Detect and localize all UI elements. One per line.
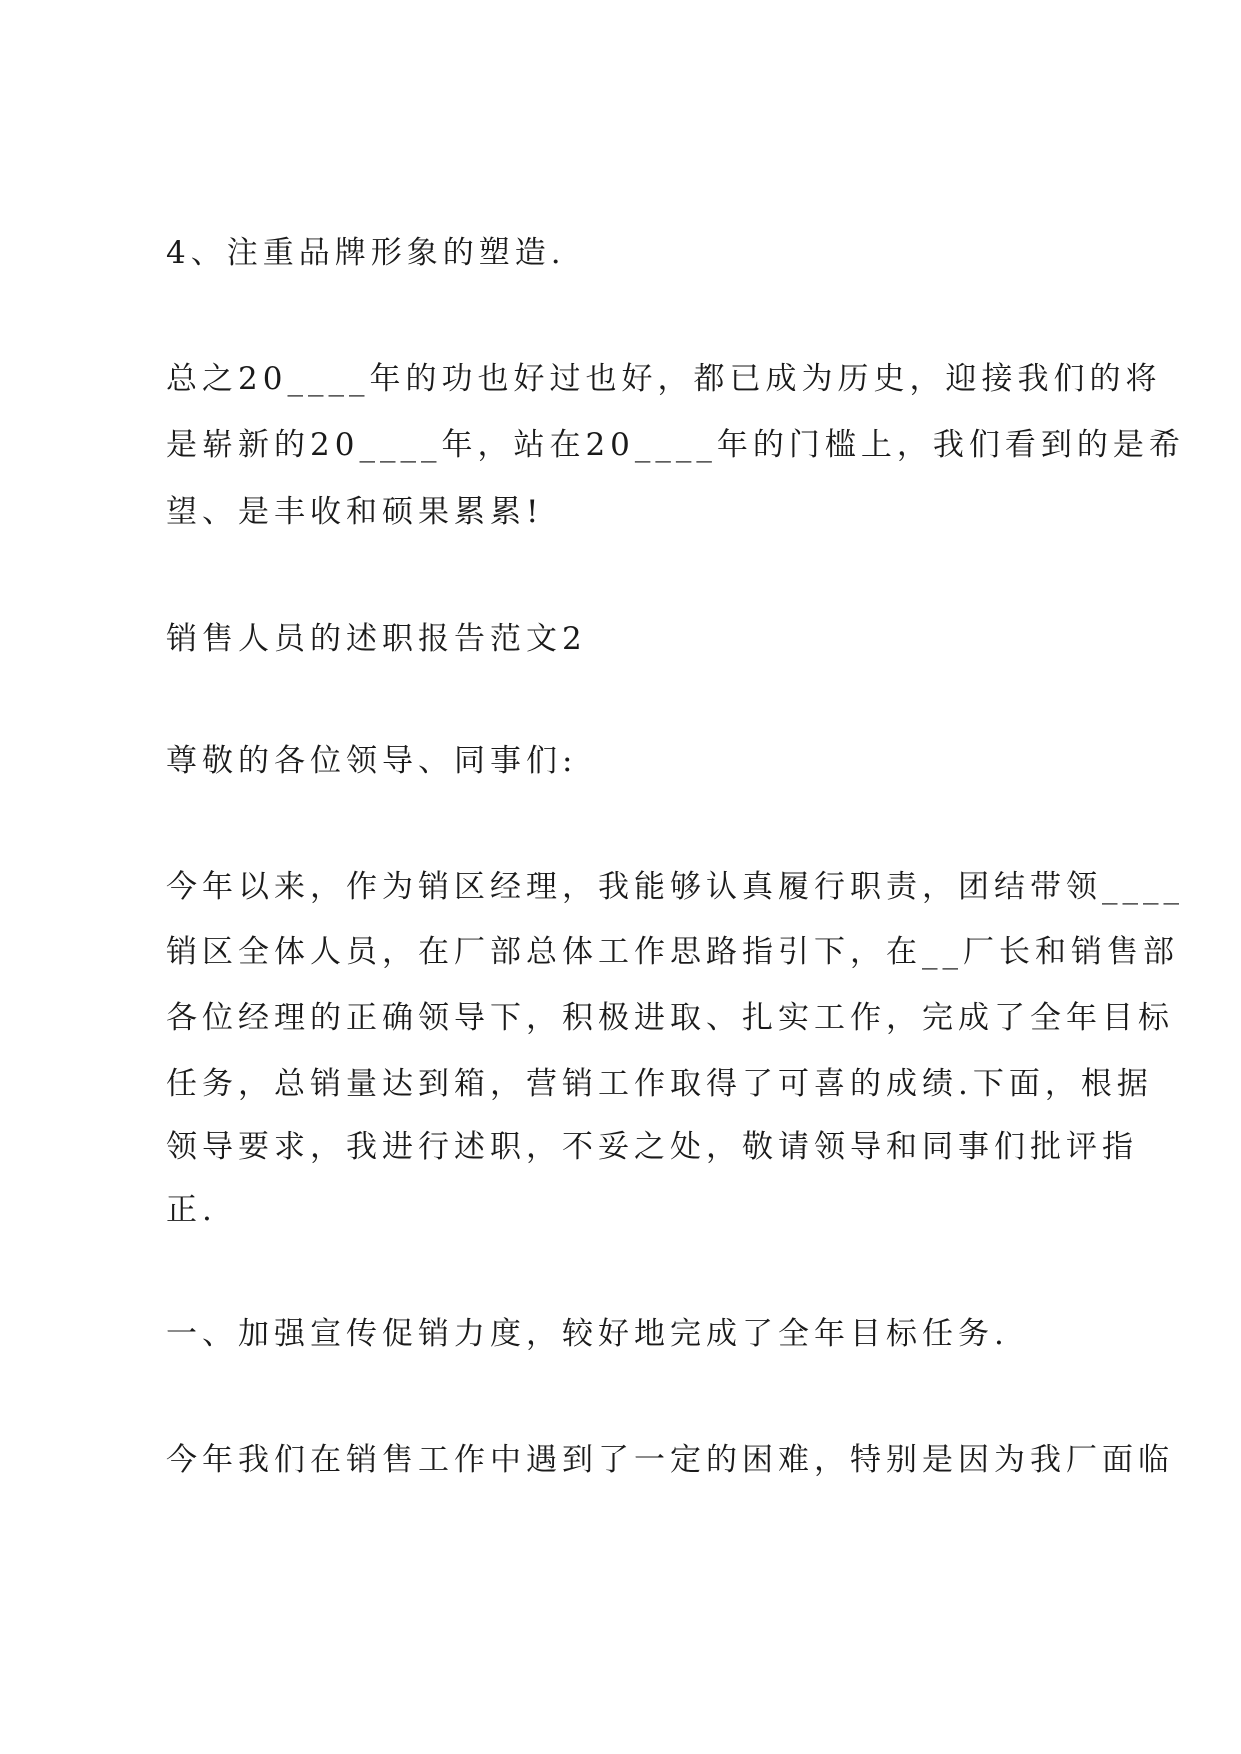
paragraph-start: 今年我们在销售工作中遇到了一定的困难，特别是因为我厂面临 — [166, 1442, 1174, 1478]
intro-line-3: 各位经理的正确领导下，积极进取、扎实工作，完成了全年目标 — [166, 1000, 1174, 1036]
intro-line-2: 销区全体人员，在厂部总体工作思路指引下，在__厂长和销售部 — [166, 934, 1179, 970]
heading-1: 一、加强宣传促销力度，较好地完成了全年目标任务. — [166, 1316, 1009, 1352]
list-item-4: 4、注重品牌形象的塑造. — [166, 235, 566, 271]
section-title: 销售人员的述职报告范文2 — [166, 621, 587, 657]
salutation: 尊敬的各位领导、同事们: — [166, 743, 578, 779]
intro-line-5: 领导要求，我进行述职，不妥之处，敬请领导和同事们批评指 — [166, 1129, 1138, 1165]
intro-line-4: 任务，总销量达到箱，营销工作取得了可喜的成绩.下面，根据 — [166, 1066, 1153, 1102]
conclusion-line-2: 是崭新的20____年，站在20____年的门槛上，我们看到的是希 — [166, 427, 1185, 463]
intro-line-1: 今年以来，作为销区经理，我能够认真履行职责，团结带领____ — [166, 869, 1184, 905]
conclusion-line-1: 总之20____年的功也好过也好，都已成为历史，迎接我们的将 — [166, 361, 1162, 397]
conclusion-line-3: 望、是丰收和硕果累累! — [166, 494, 544, 530]
intro-line-6: 正. — [166, 1192, 217, 1228]
